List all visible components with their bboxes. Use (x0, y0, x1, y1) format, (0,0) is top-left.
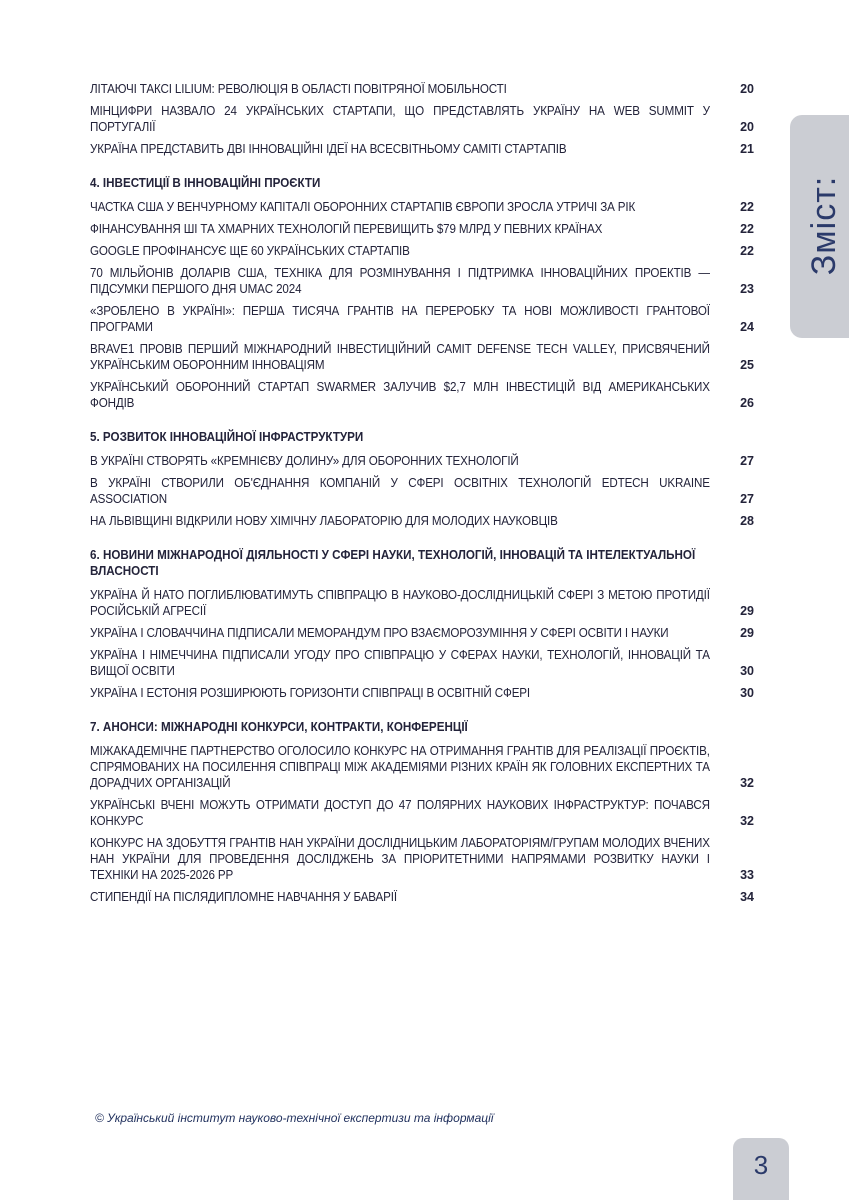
toc-entry[interactable] (90, 243, 754, 259)
toc-entry-page: 30 (740, 664, 754, 678)
toc-entry-page: 24 (740, 320, 754, 334)
copyright-footer: © Український інститут науково-технічної експертизи та інформації (95, 1111, 494, 1125)
toc-entry[interactable] (90, 453, 754, 469)
toc-entry-title: BRAVE1 ПРОВІВ ПЕРШИЙ МІЖНАРОДНИЙ ІНВЕСТИЦІЙНИЙ САМІТ DEFENSE TECH VALLEY, ПРИСВЯЧЕНИЙ УКРАЇНСЬКИМ ОБОРОННИМ ІННОВАЦІЯМ (90, 342, 710, 372)
toc-entry-page: 32 (740, 776, 754, 790)
toc-entry-title: УКРАЇНА ПРЕДСТАВИТЬ ДВІ ІННОВАЦІЙНІ ІДЕЇ НА ВСЕСВІТНЬОМУ САМІТІ СТАРТАПІВ (90, 142, 567, 156)
toc-entry-title: 70 МІЛЬЙОНІВ ДОЛАРІВ США, ТЕХНІКА ДЛЯ РОЗМІНУВАННЯ І ПІДТРИМКА ІННОВАЦІЙНИХ ПРОЕКТІВ — ПІДСУМКИ ПЕРШОГО ДНЯ UMAC 2024 (90, 266, 710, 296)
toc-entry-title: УКРАЇНА І ЕСТОНІЯ РОЗШИРЮЮТЬ ГОРИЗОНТИ СПІВПРАЦІ В ОСВІТНІЙ СФЕРІ (90, 686, 531, 700)
toc-entry-title: ЛІТАЮЧІ ТАКСІ LILIUM: РЕВОЛЮЦІЯ В ОБЛАСТІ ПОВІТРЯНОЇ МОБІЛЬНОСТІ (90, 82, 507, 96)
toc-entry-title: УКРАЇНА І НІМЕЧЧИНА ПІДПИСАЛИ УГОДУ ПРО СПІВПРАЦЮ У СФЕРАХ НАУКИ, ТЕХНОЛОГІЙ, ІННОВАЦІЙ ТА ВИЩОЇ ОСВІТИ (90, 648, 710, 678)
toc-entry-title: СТИПЕНДІЇ НА ПІСЛЯДИПЛОМНЕ НАВЧАННЯ У БАВАРІЇ (90, 890, 397, 904)
toc-entry-page: 27 (740, 454, 754, 468)
toc-entry[interactable] (90, 379, 754, 411)
toc-entry-title: В УКРАЇНІ СТВОРЯТЬ «КРЕМНІЄВУ ДОЛИНУ» ДЛЯ ОБОРОННИХ ТЕХНОЛОГІЙ (90, 454, 519, 468)
toc-entry-title: ФІНАНСУВАННЯ ШІ ТА ХМАРНИХ ТЕХНОЛОГІЙ ПЕРЕВИЩИТЬ $79 МЛРД У ПЕВНИХ КРАЇНАХ (90, 222, 603, 236)
toc-entry-title: КОНКУРС НА ЗДОБУТТЯ ГРАНТІВ НАН УКРАЇНИ ДОСЛІДНИЦЬКИМ ЛАБОРАТОРІЯМ/ГРУПАМ МОЛОДИХ ВЧЕНИХ НАН УКРАЇНИ ДЛЯ ПРОВЕДЕННЯ ДОСЛІДЖЕНЬ ЗА ПРІОРИТЕТНИМИ НАПРЯМАМИ РОЗВИТКУ НАУКИ І ТЕХНІКИ НА 2025-2026 РР (90, 836, 710, 882)
toc-entry[interactable] (90, 743, 754, 791)
toc-entry-page: 32 (740, 814, 754, 828)
toc-entry-title: УКРАЇНСЬКИЙ ОБОРОННИЙ СТАРТАП SWARMER ЗАЛУЧИВ $2,7 МЛН ІНВЕСТИЦІЙ ВІД АМЕРИКАНСЬКИХ ФОНДІВ (90, 380, 710, 410)
toc-entry-title: МІНЦИФРИ НАЗВАЛО 24 УКРАЇНСЬКИХ СТАРТАПИ, ЩО ПРЕДСТАВЛЯТЬ УКРАЇНУ НА WEB SUMMIT У ПОРТУГАЛІЇ (90, 104, 710, 134)
toc-entry[interactable] (90, 647, 754, 679)
page-number-box (733, 1138, 789, 1200)
toc-section-title[interactable]: 4. ІНВЕСТИЦІЇ В ІННОВАЦІЙНІ ПРОЄКТИ (90, 176, 321, 190)
toc-entry-page: 33 (740, 868, 754, 882)
toc-entry-title: МІЖАКАДЕМІЧНЕ ПАРТНЕРСТВО ОГОЛОСИЛО КОНКУРС НА ОТРИМАННЯ ГРАНТІВ ДЛЯ РЕАЛІЗАЦІЇ ПРОЄКТІВ, СПРЯМОВАНИХ НА ПОСИЛЕННЯ СПІВПРАЦІ МІЖ АКАДЕМІЯМИ РІЗНИХ КРАЇН ЯК ГОЛОВНИХ ЕКСПЕРТНИХ ТА ДОРАДЧИХ ОРГАНІЗАЦІЙ (90, 744, 710, 790)
toc-entry-page: 20 (740, 82, 754, 96)
toc-entry[interactable] (90, 303, 754, 335)
toc-entry-title: ЧАСТКА США У ВЕНЧУРНОМУ КАПІТАЛІ ОБОРОННИХ СТАРТАПІВ ЄВРОПИ ЗРОСЛА УТРИЧІ ЗА РІК (90, 200, 636, 214)
toc-entry-page: 21 (740, 142, 754, 156)
toc-entry[interactable] (90, 587, 754, 619)
toc-section-title[interactable]: 6. НОВИНИ МІЖНАРОДНОЇ ДІЯЛЬНОСТІ У СФЕРІ НАУКИ, ТЕХНОЛОГІЙ, ІННОВАЦІЙ ТА ІНТЕЛЕКТУАЛЬНОЇ ВЛАСНОСТІ (90, 548, 696, 578)
toc-entry[interactable] (90, 835, 754, 883)
toc-entry-page: 25 (740, 358, 754, 372)
toc-entry-page: 23 (740, 282, 754, 296)
toc-entry-title: УКРАЇНСЬКІ ВЧЕНІ МОЖУТЬ ОТРИМАТИ ДОСТУП ДО 47 ПОЛЯРНИХ НАУКОВИХ ІНФРАСТРУКТУР: ПОЧАВСЯ КОНКУРС (90, 798, 710, 828)
toc-entry[interactable] (90, 265, 754, 297)
contents-side-tab (790, 115, 849, 338)
toc-entry-page: 22 (740, 222, 754, 236)
table-of-contents (90, 81, 754, 911)
toc-entry[interactable] (90, 199, 754, 215)
toc-entry-page: 20 (740, 120, 754, 134)
toc-entry-page: 22 (740, 244, 754, 258)
toc-entry[interactable] (90, 685, 754, 701)
toc-section-6 (90, 547, 754, 701)
toc-section-4 (90, 175, 754, 411)
toc-section-7 (90, 719, 754, 905)
toc-entry-page: 27 (740, 492, 754, 506)
page-number: 3 (753, 1150, 769, 1180)
toc-entry[interactable] (90, 797, 754, 829)
toc-entry-title: GOOGLE ПРОФІНАНСУЄ ЩЕ 60 УКРАЇНСЬКИХ СТАРТАПІВ (90, 244, 410, 258)
toc-entry[interactable] (90, 625, 754, 641)
toc-entry[interactable] (90, 81, 754, 97)
toc-entry-page: 22 (740, 200, 754, 214)
toc-entry-page: 29 (740, 626, 754, 640)
toc-intro-group (90, 81, 754, 157)
toc-entry-page: 26 (740, 396, 754, 410)
toc-section-title[interactable]: 7. АНОНСИ: МІЖНАРОДНІ КОНКУРСИ, КОНТРАКТИ, КОНФЕРЕНЦІЇ (90, 720, 468, 734)
toc-entry[interactable] (90, 221, 754, 237)
toc-entry[interactable] (90, 889, 754, 905)
toc-entry-page: 28 (740, 514, 754, 528)
toc-entry-page: 29 (740, 604, 754, 618)
toc-entry-title: «ЗРОБЛЕНО В УКРАЇНІ»: ПЕРША ТИСЯЧА ГРАНТІВ НА ПЕРЕРОБКУ ТА НОВІ МОЖЛИВОСТІ ГРАНТОВОЇ ПРОГРАМИ (90, 304, 710, 334)
toc-entry-title: УКРАЇНА Й НАТО ПОГЛИБЛЮВАТИМУТЬ СПІВПРАЦЮ В НАУКОВО-ДОСЛІДНИЦЬКІЙ СФЕРІ З МЕТОЮ ПРОТИДІЇ РОСІЙСЬКІЙ АГРЕСІЇ (90, 588, 710, 618)
toc-entry-title: УКРАЇНА І СЛОВАЧЧИНА ПІДПИСАЛИ МЕМОРАНДУМ ПРО ВЗАЄМОРОЗУМІННЯ У СФЕРІ ОСВІТИ І НАУКИ (90, 626, 669, 640)
toc-entry[interactable] (90, 103, 754, 135)
toc-entry[interactable] (90, 475, 754, 507)
toc-section-title[interactable]: 5. РОЗВИТОК ІННОВАЦІЙНОЇ ІНФРАСТРУКТУРИ (90, 430, 364, 444)
toc-entry-title: В УКРАЇНІ СТВОРИЛИ ОБ'ЄДНАННЯ КОМПАНІЙ У СФЕРІ ОСВІТНІХ ТЕХНОЛОГІЙ EDTECH UKRAINE ASSOCIATION (90, 476, 710, 506)
toc-entry-page: 30 (740, 686, 754, 700)
toc-entry-page: 34 (740, 890, 754, 904)
toc-entry[interactable] (90, 513, 754, 529)
toc-entry-title: НА ЛЬВІВЩИНІ ВІДКРИЛИ НОВУ ХІМІЧНУ ЛАБОРАТОРІЮ ДЛЯ МОЛОДИХ НАУКОВЦІВ (90, 514, 558, 528)
toc-entry[interactable] (90, 141, 754, 157)
toc-entry[interactable] (90, 341, 754, 373)
toc-section-5 (90, 429, 754, 529)
contents-tab-label: Зміст: (805, 175, 844, 275)
